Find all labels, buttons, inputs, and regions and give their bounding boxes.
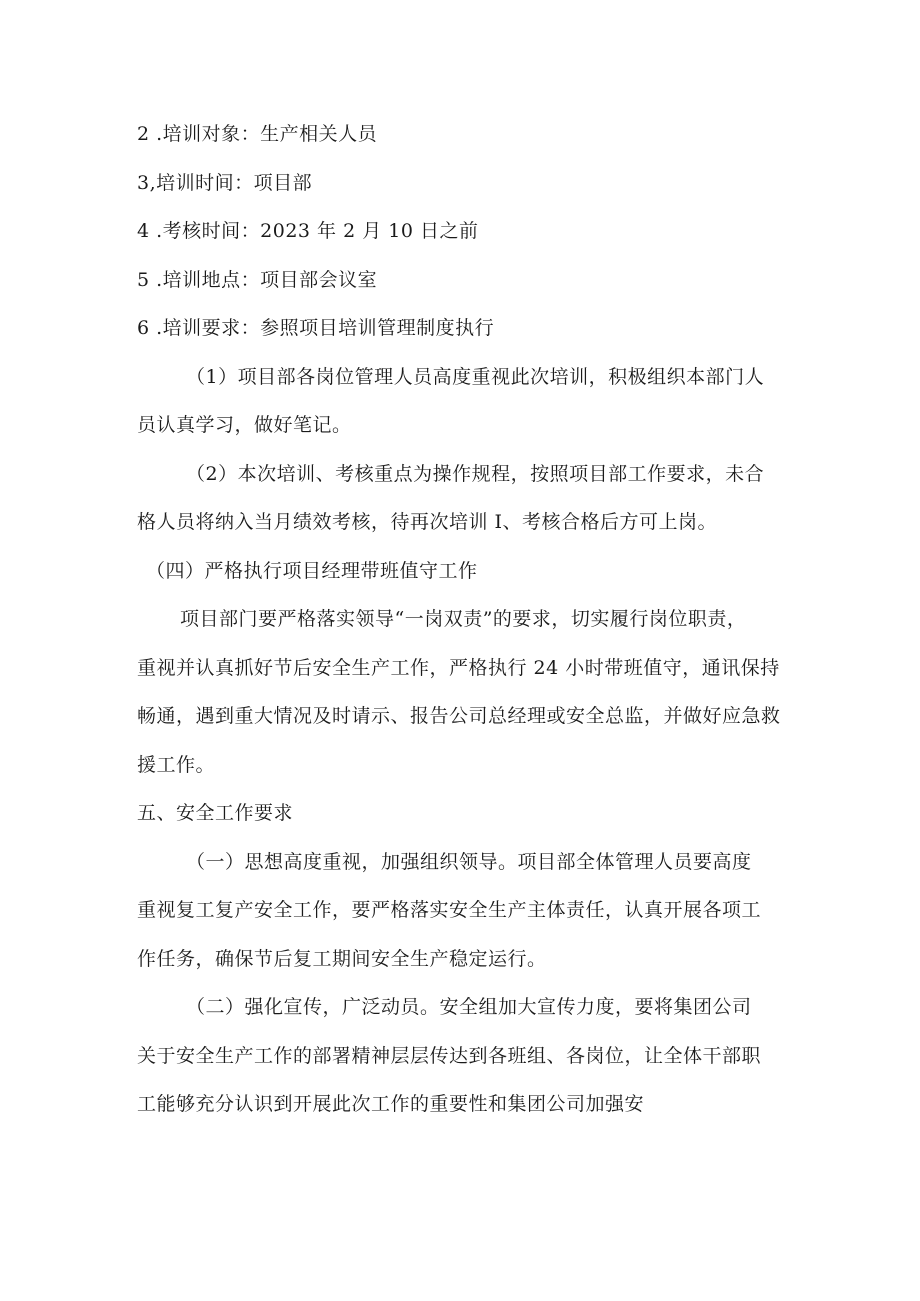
item-training-requirements: 6 .培训要求：参照项目培训管理制度执行 — [137, 317, 495, 339]
paragraph-safety-2-line-1: （二）强化宣传，广泛动员。安全组加大宣传力度，要将集团公司 — [186, 996, 752, 1018]
paragraph-requirement-2-line-1: （2）本次培训、考核重点为操作规程，按照项目部工作要求，未合 — [186, 463, 765, 485]
section-heading-4: （四）严格执行项目经理带班值守工作 — [146, 560, 478, 582]
paragraph-duty-line-2: 重视并认真抓好节后安全生产工作，严格执行 24 小时带班值守，通讯保持 — [137, 657, 780, 679]
section-heading-5: 五、安全工作要求 — [137, 802, 294, 824]
paragraph-duty-line-4: 援工作。 — [137, 754, 216, 776]
paragraph-safety-1-line-3: 作任务，确保节后复工期间安全生产稳定运行。 — [137, 948, 547, 970]
paragraph-requirement-2-line-2: 格人员将纳入当月绩效考核，待再次培训 I、考核合格后方可上岗。 — [137, 511, 718, 533]
paragraph-safety-1-line-1: （一）思想高度重视，加强组织领导。项目部全体管理人员要高度 — [186, 851, 752, 873]
paragraph-duty-line-1: 项目部门要严格落实领导“一岗双责”的要求，切实履行岗位职责， — [180, 608, 747, 630]
paragraph-safety-2-line-3: 工能够充分认识到开展此次工作的重要性和集团公司加强安 — [137, 1093, 645, 1115]
paragraph-requirement-1-line-2: 员认真学习，做好笔记。 — [137, 414, 352, 436]
item-training-location: 5 .培训地点：项目部会议室 — [137, 269, 378, 291]
item-training-target: 2 .培训对象：生产相关人员 — [137, 123, 378, 145]
item-assessment-time: 4 .考核时间：2023 年 2 月 10 日之前 — [137, 220, 479, 242]
paragraph-safety-2-line-2: 关于安全生产工作的部署精神层层传达到各班组、各岗位，让全体干部职 — [137, 1045, 762, 1067]
paragraph-safety-1-line-2: 重视复工复产安全工作，要严格落实安全生产主体责任，认真开展各项工 — [137, 899, 762, 921]
item-training-time: 3,培训时间：项目部 — [137, 172, 313, 194]
paragraph-requirement-1-line-1: （1）项目部各岗位管理人员高度重视此次培训，积极组织本部门人 — [186, 366, 765, 388]
paragraph-duty-line-3: 畅通，遇到重大情况及时请示、报告公司总经理或安全总监，并做好应急救 — [137, 705, 781, 727]
